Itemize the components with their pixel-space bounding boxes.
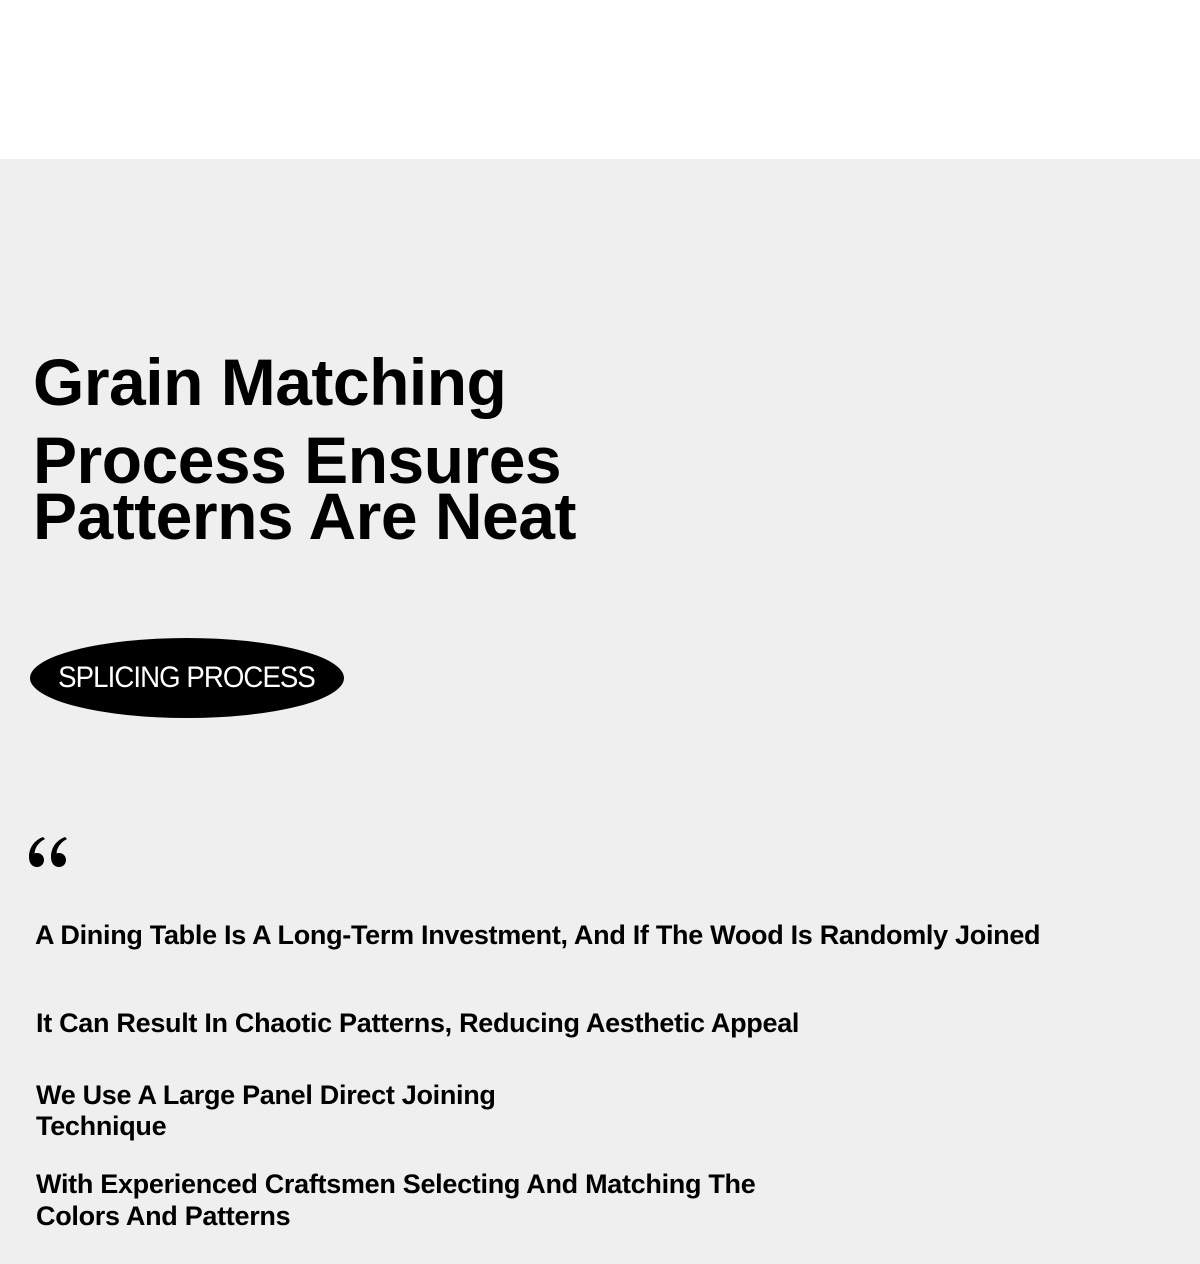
headline-line-3: Patterns Are Neat: [33, 479, 576, 553]
quote-paragraph-1: A Dining Table Is A Long-Term Investment, And If The Wood Is Randomly Joined: [35, 920, 1041, 950]
quote-mark-icon: [27, 831, 71, 875]
quote-paragraph-3: We Use A Large Panel Direct Joining Technique: [36, 1080, 496, 1141]
headline-line-1: Grain Matching: [33, 345, 507, 419]
content-section: [0, 159, 1200, 1264]
top-header-area: [0, 0, 1200, 159]
splicing-process-button-label: SPLICING PROCESS: [58, 661, 316, 694]
headline: [33, 345, 576, 553]
quote-paragraph-2: It Can Result In Chaotic Patterns, Reducing Aesthetic Appeal: [36, 1008, 800, 1038]
splicing-process-button[interactable]: [30, 638, 344, 718]
quote-paragraph-4: With Experienced Craftsmen Selecting And Matching The Colors And Patterns: [36, 1169, 756, 1231]
headline-line-2: Process Ensures: [33, 423, 562, 497]
